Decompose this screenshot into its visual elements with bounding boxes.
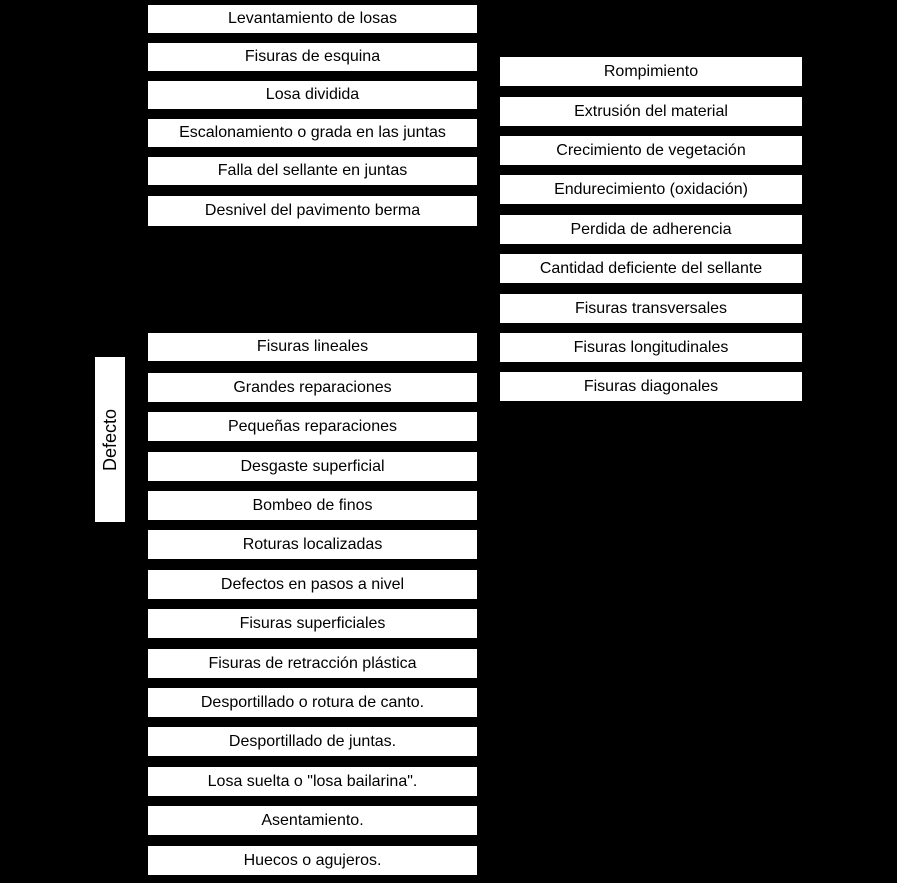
left-node-4: Escalonamiento o grada en las juntas [148,119,477,147]
left-node-6: Desnivel del pavimento berma [148,196,477,226]
right-node-2: Extrusión del material [500,97,802,126]
left-node-9: Pequeñas reparaciones [148,412,477,441]
left-node-7: Fisuras lineales [148,333,477,361]
left-node-12: Roturas localizadas [148,530,477,559]
left-node-16: Desportillado o rotura de canto. [148,688,477,717]
right-node-6: Cantidad deficiente del sellante [500,254,802,283]
right-node-1: Rompimiento [500,57,802,86]
left-node-13: Defectos en pasos a nivel [148,570,477,599]
root-node-label: Defecto [100,408,121,471]
root-node-defecto [95,357,125,522]
left-node-5: Falla del sellante en juntas [148,157,477,185]
left-node-3: Losa dividida [148,81,477,109]
left-node-20: Huecos o agujeros. [148,846,477,875]
right-node-7: Fisuras transversales [500,294,802,323]
left-node-17: Desportillado de juntas. [148,727,477,756]
right-node-4: Endurecimiento (oxidación) [500,175,802,204]
left-node-15: Fisuras de retracción plástica [148,649,477,678]
left-node-2: Fisuras de esquina [148,43,477,71]
left-node-18: Losa suelta o "losa bailarina". [148,767,477,796]
left-node-11: Bombeo de finos [148,491,477,520]
left-node-8: Grandes reparaciones [148,373,477,402]
right-node-8: Fisuras longitudinales [500,333,802,362]
left-node-14: Fisuras superficiales [148,609,477,638]
left-node-19: Asentamiento. [148,806,477,835]
left-node-10: Desgaste superficial [148,452,477,481]
right-node-5: Perdida de adherencia [500,215,802,244]
right-node-9: Fisuras diagonales [500,372,802,401]
left-node-1: Levantamiento de losas [148,5,477,33]
right-node-3: Crecimiento de vegetación [500,136,802,165]
